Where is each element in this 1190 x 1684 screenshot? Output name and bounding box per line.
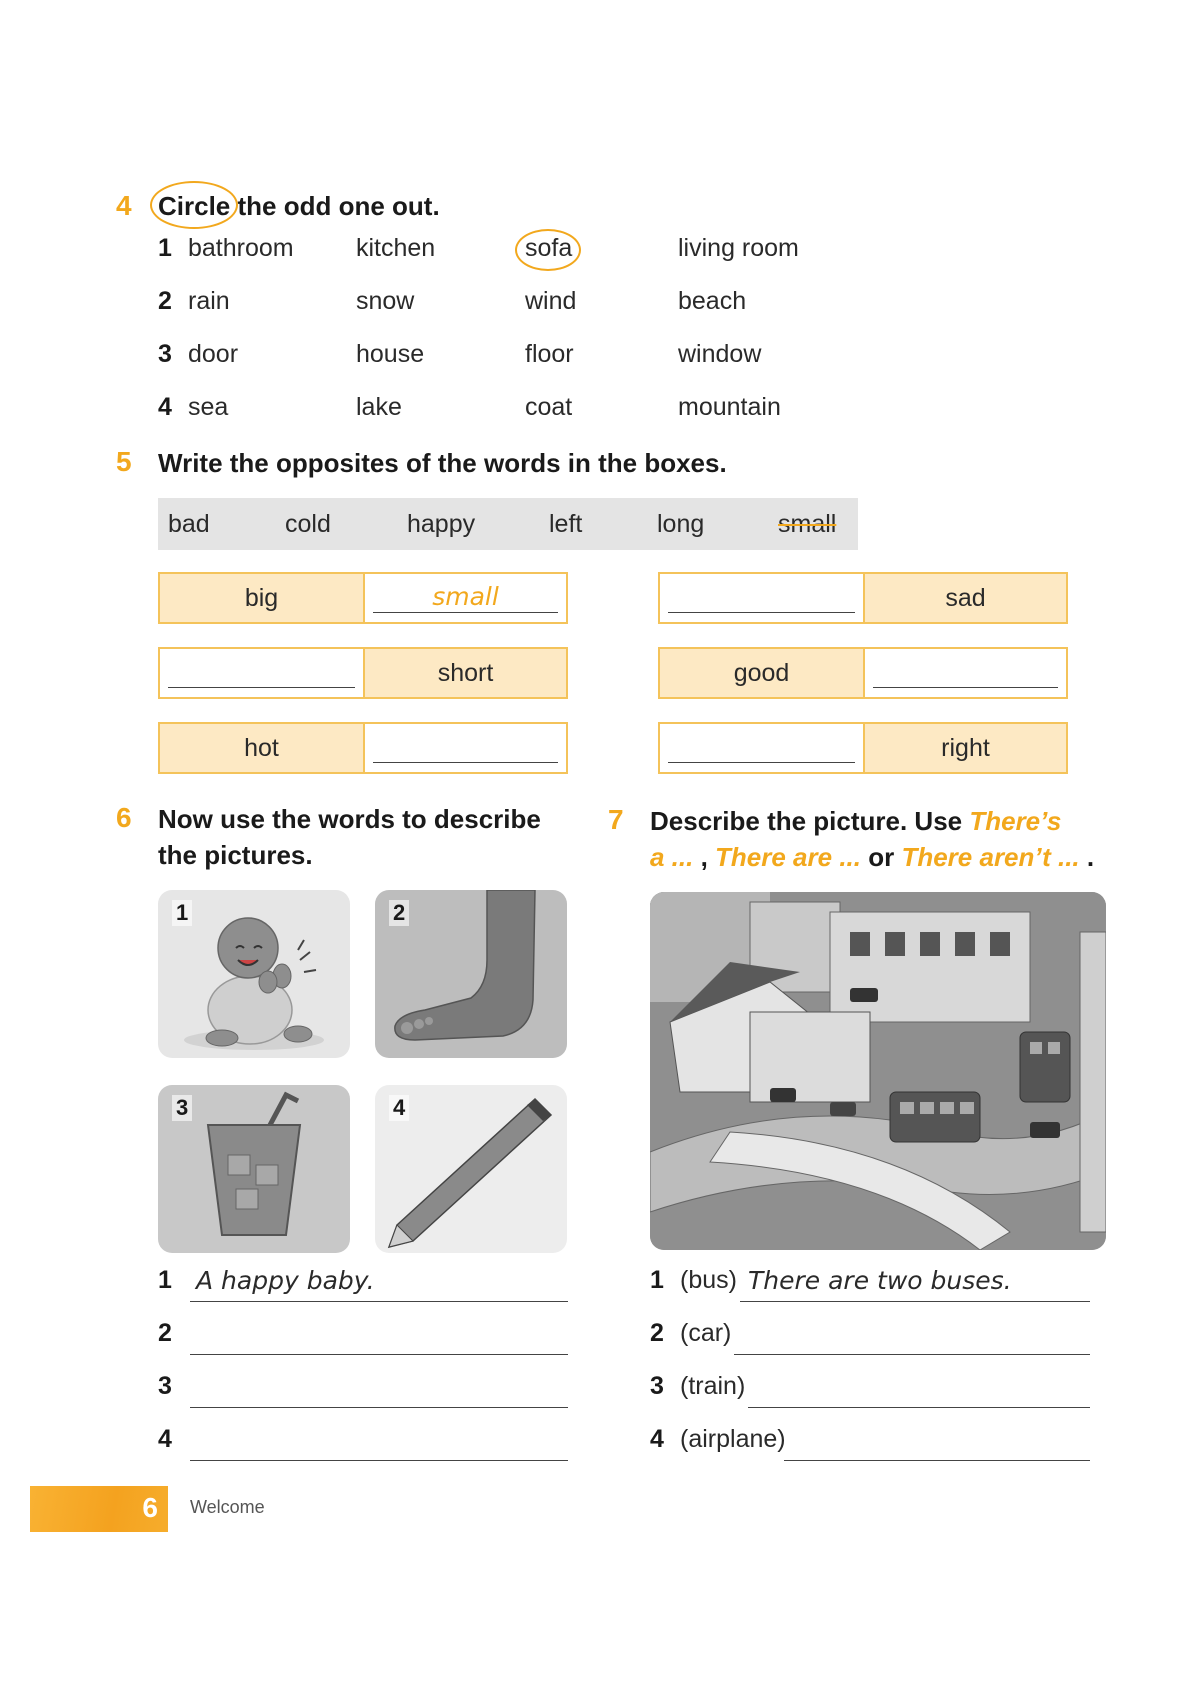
- ex4-word[interactable]: sea: [188, 393, 229, 421]
- ex4-word[interactable]: living room: [678, 234, 799, 262]
- opposite-pair-2: [658, 572, 1068, 624]
- ex7-title-phrase: a ...: [650, 842, 694, 872]
- picture-pencil: [375, 1085, 567, 1253]
- answer-number: 4: [158, 1425, 172, 1453]
- answer-line: [373, 762, 558, 763]
- ex4-item-number: 1: [158, 234, 172, 262]
- ex6-answer-line-4[interactable]: [158, 1425, 568, 1461]
- ex7-title-part: or: [861, 842, 902, 872]
- pair-word: sad: [863, 574, 1066, 622]
- ex4-word[interactable]: mountain: [678, 393, 781, 421]
- pair-answer-field[interactable]: [160, 649, 363, 697]
- answer-number: 2: [650, 1319, 664, 1347]
- answer-rule: [734, 1354, 1090, 1355]
- answer-rule: [190, 1460, 568, 1461]
- wordbox-word: left: [549, 510, 583, 538]
- pair-answer-field[interactable]: [660, 724, 863, 772]
- pair-word: right: [863, 724, 1066, 772]
- town-illustration: [650, 892, 1106, 1250]
- pair-answer-field[interactable]: [363, 724, 566, 772]
- wordbox-word: bad: [168, 510, 210, 538]
- ex4-word[interactable]: rain: [188, 287, 230, 315]
- answer-line: [168, 687, 355, 688]
- ex7-answer-line-3[interactable]: [650, 1372, 1090, 1408]
- answer-rule: [740, 1301, 1090, 1302]
- ex4-word[interactable]: lake: [356, 393, 402, 421]
- ex4-word[interactable]: snow: [356, 287, 415, 315]
- answer-number: 3: [158, 1372, 172, 1400]
- ex4-word[interactable]: floor: [525, 340, 574, 368]
- answer-line: [668, 612, 855, 613]
- ex6-title-line-1: Now use the words to describe: [158, 804, 541, 834]
- ex4-word[interactable]: beach: [678, 287, 747, 315]
- picture-number: 3: [172, 1095, 192, 1121]
- picture-foot: [375, 890, 567, 1058]
- ex4-item-number: 3: [158, 340, 172, 368]
- ex7-title-part: Describe the picture. Use: [650, 806, 970, 836]
- picture-number: 1: [172, 900, 192, 926]
- opposite-pair-1: [158, 572, 568, 624]
- pair-answer-field[interactable]: [660, 574, 863, 622]
- ex7-answer-line-2[interactable]: [650, 1319, 1090, 1355]
- wordbox-word-crossed: small: [778, 510, 837, 538]
- opposite-pair-4: [658, 647, 1068, 699]
- ex4-number: 4: [116, 190, 132, 221]
- wordbox-word: cold: [285, 510, 331, 538]
- answer-rule: [190, 1407, 568, 1408]
- page-number: 6: [142, 1492, 158, 1523]
- ex7-title-phrase: There’s: [969, 806, 1062, 836]
- picture-town: [650, 892, 1106, 1250]
- ex6-answer-line-2[interactable]: [158, 1319, 568, 1355]
- ex4-answer-circle-mark: [515, 229, 581, 271]
- answer-number: 3: [650, 1372, 664, 1400]
- picture-baby: [158, 890, 350, 1058]
- ex7-answer-line-4[interactable]: [650, 1425, 1090, 1461]
- picture-number: 2: [389, 900, 409, 926]
- ex4-word[interactable]: house: [356, 340, 425, 368]
- answer-prompt: (airplane): [680, 1425, 786, 1453]
- ex5-word-box: [158, 498, 858, 550]
- picture-number: 4: [389, 1095, 409, 1121]
- ex7-answer-line-1[interactable]: [650, 1266, 1090, 1302]
- pair-word: hot: [160, 724, 363, 772]
- answer-prompt: (car): [680, 1319, 732, 1347]
- pair-answer-field[interactable]: [863, 649, 1066, 697]
- ex4-word[interactable]: coat: [525, 393, 573, 421]
- wordbox-word: long: [657, 510, 705, 538]
- ex4-title-circle-word: Circle: [158, 191, 231, 221]
- ex7-number: 7: [608, 804, 624, 835]
- ex4-word[interactable]: bathroom: [188, 234, 294, 262]
- pair-word: good: [660, 649, 863, 697]
- ex4-row-2: [158, 287, 858, 327]
- answer-rule: [748, 1407, 1090, 1408]
- pair-word: short: [363, 649, 566, 697]
- ex4-item-number: 4: [158, 393, 172, 421]
- answer-number: 1: [158, 1266, 172, 1294]
- ex4-row-3: [158, 340, 858, 380]
- ex4-word[interactable]: wind: [525, 287, 577, 315]
- answer-text: A happy baby.: [196, 1266, 375, 1295]
- picture-drink: [158, 1085, 350, 1253]
- answer-number: 4: [650, 1425, 664, 1453]
- ex7-title-phrase: There aren’t ...: [901, 842, 1080, 872]
- ex7-title-phrase: There are ...: [715, 842, 861, 872]
- ex7-title-line-2: [650, 842, 1094, 873]
- answer-prompt: (train): [680, 1372, 746, 1400]
- answer-prompt: (bus): [680, 1266, 737, 1294]
- ex6-number: 6: [116, 802, 132, 833]
- ex4-word-circled[interactable]: sofa: [525, 234, 573, 262]
- opposite-pair-6: [658, 722, 1068, 774]
- ex6-answer-line-1[interactable]: [158, 1266, 568, 1302]
- ex5-number: 5: [116, 446, 132, 477]
- pair-word: big: [160, 574, 363, 622]
- answer-number: 1: [650, 1266, 664, 1294]
- answer-line: [668, 762, 855, 763]
- ex4-row-1: [158, 234, 858, 274]
- ex4-title-rest: the odd one out.: [230, 191, 440, 221]
- ex4-word[interactable]: door: [188, 340, 239, 368]
- pair-answer-field[interactable]: [363, 574, 566, 622]
- ex4-title-circle-mark: [150, 181, 238, 229]
- unit-label: Welcome: [190, 1497, 265, 1517]
- answer-number: 2: [158, 1319, 172, 1347]
- ex5-title: Write the opposites of the words in the boxes.: [158, 448, 727, 478]
- page-number-tab: [30, 1486, 168, 1532]
- ex7-title-part: .: [1079, 842, 1095, 872]
- opposite-pair-3: [158, 647, 568, 699]
- wordbox-word: happy: [407, 510, 476, 538]
- ex4-word[interactable]: window: [678, 340, 762, 368]
- opposite-pair-5: [158, 722, 568, 774]
- answer-rule: [784, 1460, 1090, 1461]
- answer-line: [373, 612, 558, 613]
- ex4-item-number: 2: [158, 287, 172, 315]
- ex7-title-part: ,: [693, 842, 716, 872]
- answer-rule: [190, 1301, 568, 1302]
- ex4-row-4: [158, 393, 858, 433]
- ex6-answer-line-3[interactable]: [158, 1372, 568, 1408]
- ex6-title-line-2: the pictures.: [158, 840, 313, 870]
- answer-rule: [190, 1354, 568, 1355]
- answer-line: [873, 687, 1058, 688]
- answer-text: There are two buses.: [748, 1266, 1012, 1295]
- ex4-word[interactable]: kitchen: [356, 234, 436, 262]
- ex7-title-line-1: [650, 806, 1061, 837]
- pair-answer-text: small: [432, 581, 499, 611]
